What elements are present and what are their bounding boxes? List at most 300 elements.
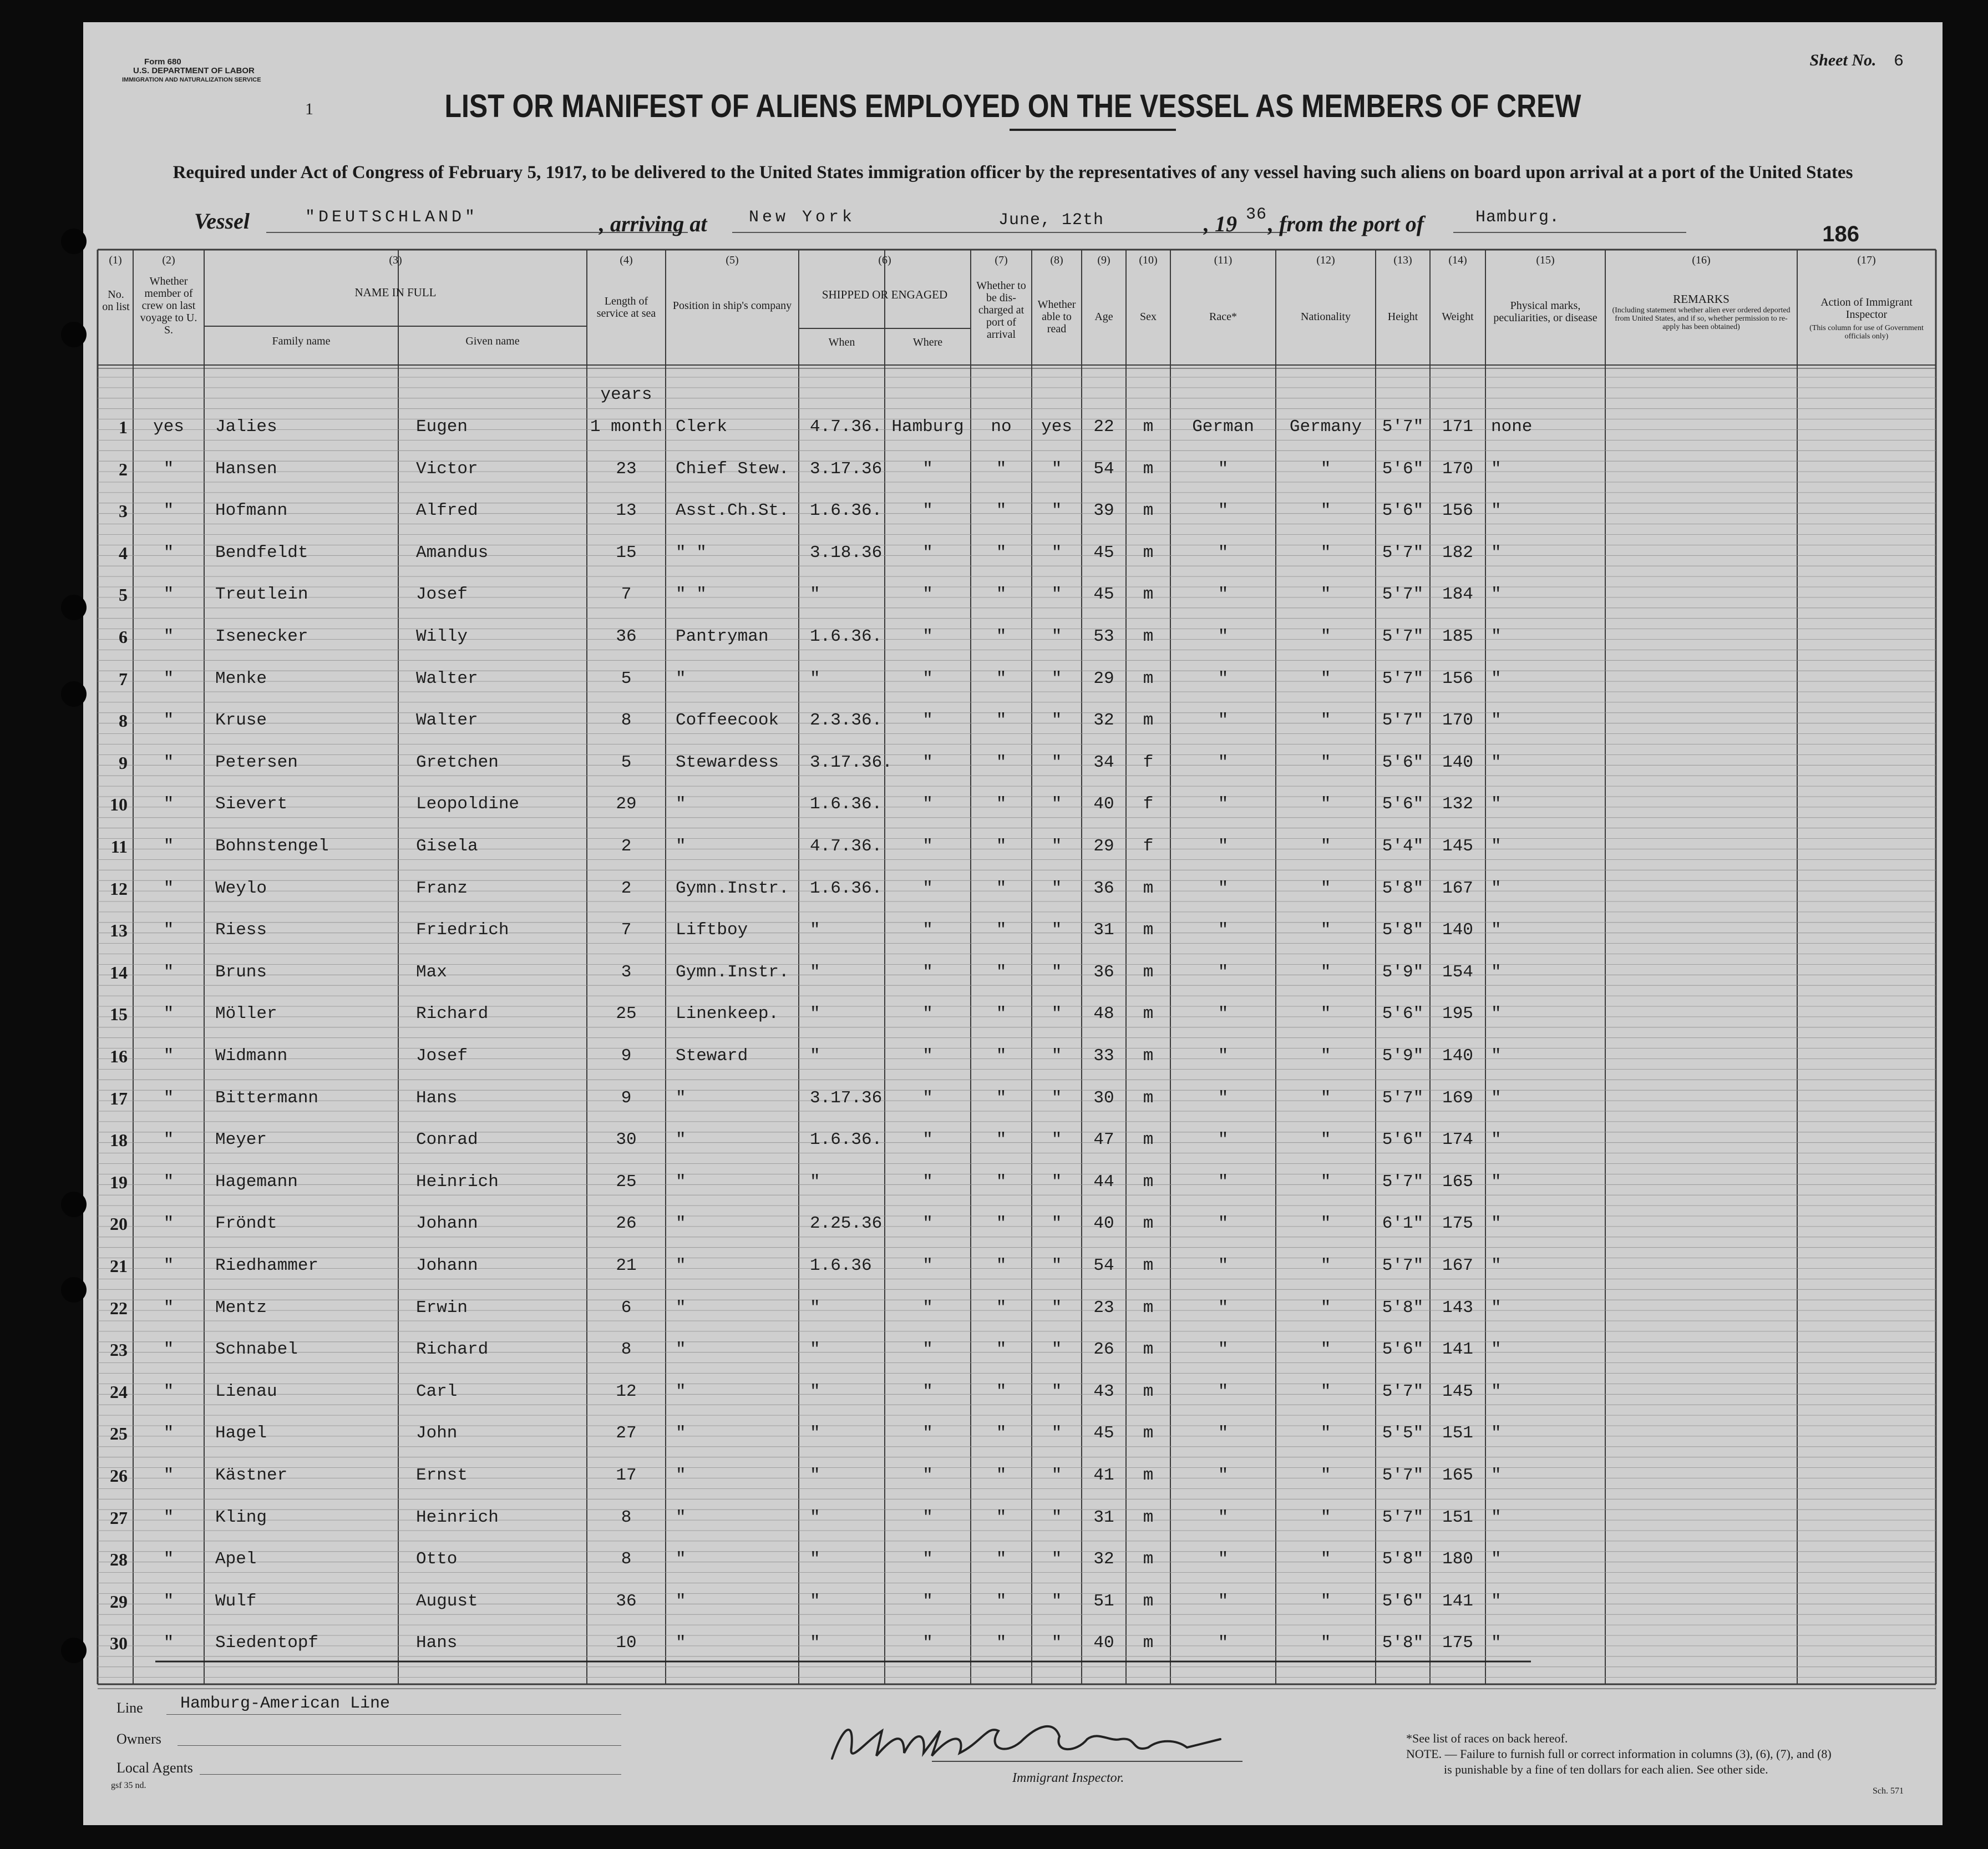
cell-read: "	[1051, 1508, 1062, 1527]
cell-sex: m	[1143, 1004, 1154, 1024]
cell-disch: "	[996, 711, 1007, 730]
cell-age: 51	[1093, 1592, 1114, 1611]
cell-marks: "	[1491, 1046, 1502, 1066]
cell-nat: "	[1320, 920, 1331, 940]
cell-service: 1 month	[590, 417, 663, 437]
inspector-caption: Immigrant Inspector.	[1012, 1771, 1124, 1785]
cell-nat: "	[1320, 1214, 1331, 1233]
cell-when: "	[810, 1633, 820, 1653]
cell-age: 31	[1093, 1508, 1114, 1527]
cell-weight: 154	[1442, 963, 1473, 982]
department-name: U.S. DEPARTMENT OF LABOR	[133, 66, 255, 75]
cell-sex: m	[1143, 711, 1154, 730]
cell-disch: "	[996, 543, 1007, 563]
agents-rule	[200, 1774, 621, 1775]
cell-given: Eugen	[416, 417, 468, 437]
cell-marks: "	[1491, 963, 1502, 982]
col-num-2: (2)	[162, 254, 175, 266]
cell-when: 1.6.36.	[810, 1130, 883, 1149]
row-number: 5	[119, 585, 128, 605]
cell-member: "	[163, 963, 174, 982]
cell-position: "	[676, 1382, 686, 1401]
cell-given: Leopoldine	[416, 794, 520, 814]
cell-race: "	[1218, 1508, 1229, 1527]
cell-service: 17	[616, 1466, 637, 1485]
manifest-sheet	[83, 22, 1943, 1825]
row-number: 2	[119, 459, 128, 479]
cell-where: "	[922, 543, 933, 563]
cell-age: 23	[1093, 1298, 1114, 1318]
row-number: 26	[110, 1466, 128, 1486]
cell-position: "	[676, 1633, 686, 1653]
cell-where: "	[922, 1340, 933, 1359]
cell-marks: "	[1491, 669, 1502, 688]
cell-given: Josef	[416, 585, 468, 604]
row-number: 21	[110, 1256, 128, 1276]
col-num-13: (13)	[1393, 254, 1412, 266]
cell-sex: m	[1143, 1256, 1154, 1275]
row-number: 28	[110, 1549, 128, 1569]
cell-position: "	[676, 794, 686, 814]
cell-position: "	[676, 1466, 686, 1485]
cell-disch: "	[996, 1424, 1007, 1443]
cell-nat: "	[1320, 669, 1331, 688]
cell-service: 12	[616, 1382, 637, 1401]
cell-where: "	[922, 1424, 933, 1443]
cell-when: 1.6.36.	[810, 627, 883, 646]
cell-sex: m	[1143, 501, 1154, 520]
col-num-16: (16)	[1692, 254, 1711, 266]
cell-height: 5'6"	[1382, 794, 1424, 814]
punch-hole	[61, 1192, 87, 1217]
cell-sex: m	[1143, 1046, 1154, 1066]
cell-family: Kling	[215, 1508, 267, 1527]
row-number: 24	[110, 1382, 128, 1402]
cell-nat: "	[1320, 1088, 1331, 1108]
cell-position: "	[676, 1172, 686, 1192]
cell-given: Hans	[416, 1088, 458, 1108]
cell-where: "	[922, 753, 933, 772]
row-number: 20	[110, 1214, 128, 1234]
cell-marks: "	[1491, 1466, 1502, 1485]
col-num-1: (1)	[109, 254, 122, 266]
manifest-number: 186	[1822, 222, 1859, 246]
cell-member: "	[163, 1633, 174, 1653]
cell-read: "	[1051, 1004, 1062, 1024]
cell-weight: 156	[1442, 669, 1473, 688]
cell-member: "	[163, 1046, 174, 1066]
cell-race: "	[1218, 753, 1229, 772]
cell-nat: "	[1320, 711, 1331, 730]
cell-member: "	[163, 669, 174, 688]
cell-age: 40	[1093, 1633, 1114, 1653]
cell-where: "	[922, 627, 933, 646]
header-when: When	[828, 336, 855, 348]
cell-service: 8	[621, 1340, 632, 1359]
cell-marks: "	[1491, 1592, 1502, 1611]
cell-member: "	[163, 1256, 174, 1275]
cell-sex: m	[1143, 879, 1154, 898]
cell-when: "	[810, 1592, 820, 1611]
cell-service: 36	[616, 627, 637, 646]
cell-read: "	[1051, 1633, 1062, 1653]
cell-marks: "	[1491, 1549, 1502, 1569]
cell-race: "	[1218, 1466, 1229, 1485]
cell-when: "	[810, 585, 820, 604]
cell-read: "	[1051, 794, 1062, 814]
cell-age: 43	[1093, 1382, 1114, 1401]
cell-given: Carl	[416, 1382, 458, 1401]
cell-marks: "	[1491, 794, 1502, 814]
cell-disch: "	[996, 627, 1007, 646]
cell-service: 25	[616, 1004, 637, 1024]
cell-where: "	[922, 879, 933, 898]
cell-height: 5'7"	[1382, 1466, 1424, 1485]
cell-nat: "	[1320, 543, 1331, 563]
cell-disch: "	[996, 1549, 1007, 1569]
cell-where: "	[922, 1046, 933, 1066]
cell-member: "	[163, 794, 174, 814]
cell-weight: 170	[1442, 459, 1473, 479]
cell-weight: 156	[1442, 501, 1473, 520]
header-no-on-list: No. on list	[102, 288, 130, 313]
cell-age: 29	[1093, 669, 1114, 688]
cell-family: Bruns	[215, 963, 267, 982]
cell-position: Gymn.Instr.	[676, 963, 789, 982]
cell-sex: f	[1143, 753, 1154, 772]
cell-weight: 151	[1442, 1508, 1473, 1527]
cell-sex: m	[1143, 669, 1154, 688]
cell-when: "	[810, 1172, 820, 1192]
cell-height: 5'6"	[1382, 1340, 1424, 1359]
cell-height: 5'7"	[1382, 1172, 1424, 1192]
cell-age: 54	[1093, 459, 1114, 479]
cell-where: "	[922, 501, 933, 520]
row-number: 19	[110, 1172, 128, 1192]
sheet-value: 6	[1893, 52, 1904, 71]
cell-member: "	[163, 1508, 174, 1527]
year-prefix: , 19	[1204, 211, 1237, 236]
cell-position: "	[676, 1256, 686, 1275]
cell-given: John	[416, 1424, 458, 1443]
cell-age: 33	[1093, 1046, 1114, 1066]
cell-member: "	[163, 459, 174, 479]
cell-race: "	[1218, 1340, 1229, 1359]
cell-race: "	[1218, 1256, 1229, 1275]
cell-member: "	[163, 1130, 174, 1149]
cell-family: Hagel	[215, 1424, 267, 1443]
cell-disch: "	[996, 1340, 1007, 1359]
cell-race: "	[1218, 1088, 1229, 1108]
cell-race: "	[1218, 1424, 1229, 1443]
cell-disch: "	[996, 1382, 1007, 1401]
cell-weight: 170	[1442, 711, 1473, 730]
cell-sex: m	[1143, 1549, 1154, 1569]
cell-read: "	[1051, 963, 1062, 982]
races-note: *See list of races on back hereof.	[1406, 1731, 1568, 1745]
cell-read: "	[1051, 1382, 1062, 1401]
cell-service: 21	[616, 1256, 637, 1275]
cell-race: "	[1218, 1046, 1229, 1066]
cell-sex: m	[1143, 1298, 1154, 1318]
cell-when: 3.18.36	[810, 543, 883, 563]
penalty-note-2: is punishable by a fine of ten dollars for each alien. See other side.	[1444, 1762, 1768, 1776]
cell-weight: 180	[1442, 1549, 1473, 1569]
cell-given: Amandus	[416, 543, 489, 563]
form-number: Form 680	[144, 57, 181, 67]
cell-height: 6'1"	[1382, 1214, 1424, 1233]
cell-given: Johann	[416, 1214, 478, 1233]
cell-age: 22	[1093, 417, 1114, 437]
cell-height: 5'7"	[1382, 585, 1424, 604]
cell-disch: "	[996, 1046, 1007, 1066]
cell-race: "	[1218, 794, 1229, 814]
cell-service: 25	[616, 1172, 637, 1192]
row-number: 9	[119, 753, 128, 773]
header-physical-marks: Physical marks, peculiarities, or disease	[1493, 300, 1598, 324]
cell-read: "	[1051, 459, 1062, 479]
cell-disch: "	[996, 1298, 1007, 1318]
row-number: 27	[110, 1508, 128, 1528]
cell-disch: "	[996, 459, 1007, 479]
cell-service: 8	[621, 1508, 632, 1527]
row-number: 14	[110, 963, 128, 982]
cell-where: "	[922, 1592, 933, 1611]
cell-weight: 184	[1442, 585, 1473, 604]
cell-position: Clerk	[676, 417, 728, 437]
cell-family: Kruse	[215, 711, 267, 730]
cell-marks: "	[1491, 1214, 1502, 1233]
cell-disch: "	[996, 1004, 1007, 1024]
cell-height: 5'8"	[1382, 920, 1424, 940]
cell-given: Ernst	[416, 1466, 468, 1485]
cell-read: "	[1051, 837, 1062, 856]
row-number: 6	[119, 627, 128, 647]
line-rule	[166, 1714, 621, 1715]
cell-age: 53	[1093, 627, 1114, 646]
cell-height: 5'9"	[1382, 963, 1424, 982]
cell-age: 30	[1093, 1088, 1114, 1108]
cell-service: 36	[616, 1592, 637, 1611]
cell-position: "	[676, 1549, 686, 1569]
cell-nat: "	[1320, 627, 1331, 646]
cell-given: Gisela	[416, 837, 478, 856]
cell-member: yes	[153, 417, 184, 437]
cell-age: 41	[1093, 1466, 1114, 1485]
cell-nat: "	[1320, 585, 1331, 604]
cell-sex: m	[1143, 1508, 1154, 1527]
cell-member: "	[163, 837, 174, 856]
cell-service: 26	[616, 1214, 637, 1233]
cell-where: "	[922, 963, 933, 982]
cell-nat: "	[1320, 1508, 1331, 1527]
cell-service: 9	[621, 1088, 632, 1108]
cell-when: 2.3.36.	[810, 711, 883, 730]
cell-race: "	[1218, 459, 1229, 479]
cell-member: "	[163, 1004, 174, 1024]
cell-when: 3.17.36	[810, 1088, 883, 1108]
cell-disch: "	[996, 1466, 1007, 1485]
cell-weight: 182	[1442, 543, 1473, 563]
cell-sex: m	[1143, 1466, 1154, 1485]
cell-where: "	[922, 1004, 933, 1024]
cell-disch: "	[996, 920, 1007, 940]
cell-sex: m	[1143, 1633, 1154, 1653]
cell-age: 29	[1093, 837, 1114, 856]
cell-family: Bendfeldt	[215, 543, 308, 563]
cell-read: "	[1051, 1214, 1062, 1233]
cell-weight: 140	[1442, 1046, 1473, 1066]
cell-given: August	[416, 1592, 478, 1611]
vessel-name: "DEUTSCHLAND"	[305, 208, 479, 227]
cell-family: Möller	[215, 1004, 277, 1024]
handwritten-mark: 1	[305, 100, 313, 118]
cell-race: "	[1218, 963, 1229, 982]
cell-read: "	[1051, 501, 1062, 520]
cell-marks: "	[1491, 1088, 1502, 1108]
cell-height: 5'6"	[1382, 753, 1424, 772]
cell-age: 31	[1093, 920, 1114, 940]
cell-member: "	[163, 920, 174, 940]
cell-given: Gretchen	[416, 753, 499, 772]
cell-where: "	[922, 1382, 933, 1401]
departure-port: Hamburg.	[1475, 208, 1560, 227]
cell-weight: 165	[1442, 1466, 1473, 1485]
row-number: 4	[119, 543, 128, 563]
header-length-service: Length of service at sea	[596, 295, 656, 320]
cell-disch: "	[996, 1256, 1007, 1275]
cell-service: 6	[621, 1298, 632, 1318]
col-num-10: (10)	[1139, 254, 1158, 266]
row-number: 10	[110, 794, 128, 814]
cell-height: 5'5"	[1382, 1424, 1424, 1443]
punch-hole	[61, 1638, 87, 1663]
cell-height: 5'7"	[1382, 627, 1424, 646]
cell-where: "	[922, 1549, 933, 1569]
header-nationality: Nationality	[1301, 311, 1351, 323]
cell-sex: f	[1143, 794, 1154, 814]
cell-given: Willy	[416, 627, 468, 646]
cell-member: "	[163, 501, 174, 520]
cell-family: Kästner	[215, 1466, 288, 1485]
cell-where: "	[922, 837, 933, 856]
cell-marks: "	[1491, 585, 1502, 604]
cell-position: "	[676, 1214, 686, 1233]
cell-weight: 167	[1442, 1256, 1473, 1275]
row-number: 7	[119, 669, 128, 689]
cell-where: "	[922, 1214, 933, 1233]
cell-weight: 174	[1442, 1130, 1473, 1149]
header-able-read: Whether able to read	[1037, 298, 1076, 335]
cell-service: 5	[621, 753, 632, 772]
cell-nat: "	[1320, 963, 1331, 982]
line-label: Line	[116, 1700, 143, 1716]
cell-weight: 145	[1442, 837, 1473, 856]
cell-given: Victor	[416, 459, 478, 479]
cell-nat: "	[1320, 837, 1331, 856]
cell-marks: none	[1491, 417, 1533, 437]
cell-sex: m	[1143, 459, 1154, 479]
owners-label: Owners	[116, 1731, 161, 1747]
header-height: Height	[1387, 311, 1418, 323]
cell-marks: "	[1491, 837, 1502, 856]
cell-height: 5'7"	[1382, 543, 1424, 563]
cell-where: "	[922, 1466, 933, 1485]
cell-service: 9	[621, 1046, 632, 1066]
cell-marks: "	[1491, 711, 1502, 730]
punch-hole	[61, 1277, 87, 1303]
cell-service: 2	[621, 837, 632, 856]
cell-race: "	[1218, 1130, 1229, 1149]
cell-when: 4.7.36.	[810, 417, 883, 437]
cell-race: "	[1218, 1382, 1229, 1401]
cell-weight: 175	[1442, 1633, 1473, 1653]
service-name: IMMIGRATION AND NATURALIZATION SERVICE	[122, 77, 261, 83]
cell-marks: "	[1491, 1256, 1502, 1275]
cell-height: 5'6"	[1382, 1004, 1424, 1024]
cell-height: 5'6"	[1382, 1592, 1424, 1611]
cell-member: "	[163, 627, 174, 646]
row-number: 17	[110, 1088, 128, 1108]
cell-position: Coffeecook	[676, 711, 779, 730]
cell-marks: "	[1491, 1633, 1502, 1653]
cell-weight: 141	[1442, 1340, 1473, 1359]
cell-marks: "	[1491, 1130, 1502, 1149]
cell-where: "	[922, 1256, 933, 1275]
cell-height: 5'8"	[1382, 1549, 1424, 1569]
cell-marks: "	[1491, 459, 1502, 479]
cell-nat: Germany	[1289, 417, 1362, 437]
cell-nat: "	[1320, 1340, 1331, 1359]
cell-service: 15	[616, 543, 637, 563]
cell-family: Wulf	[215, 1592, 257, 1611]
cell-service: 2	[621, 879, 632, 898]
cell-weight: 140	[1442, 920, 1473, 940]
cell-race: "	[1218, 501, 1229, 520]
cell-disch: "	[996, 1592, 1007, 1611]
cell-where: "	[922, 1633, 933, 1653]
cell-given: Josef	[416, 1046, 468, 1066]
cell-when: 1.6.36.	[810, 501, 883, 520]
col-num-14: (14)	[1448, 254, 1467, 266]
owners-rule	[178, 1745, 621, 1746]
cell-height: 5'4"	[1382, 837, 1424, 856]
sheet-label: Sheet No.	[1809, 51, 1877, 69]
cell-age: 32	[1093, 711, 1114, 730]
page-title: LIST OR MANIFEST OF ALIENS EMPLOYED ON THE VESSEL AS MEMBERS OF CREW	[444, 88, 1581, 124]
cell-member: "	[163, 1340, 174, 1359]
cell-height: 5'8"	[1382, 879, 1424, 898]
cell-sex: m	[1143, 627, 1154, 646]
header-discharged: Whether to be dis-charged at port of arrival	[976, 280, 1026, 341]
cell-nat: "	[1320, 1592, 1331, 1611]
cell-disch: "	[996, 794, 1007, 814]
cell-race: "	[1218, 585, 1229, 604]
cell-weight: 151	[1442, 1424, 1473, 1443]
cell-sex: m	[1143, 1172, 1154, 1192]
cell-age: 48	[1093, 1004, 1114, 1024]
col-num-11: (11)	[1214, 254, 1233, 266]
cell-sex: f	[1143, 837, 1154, 856]
header-shipped-engaged: SHIPPED OR ENGAGED	[821, 288, 948, 301]
cell-read: "	[1051, 585, 1062, 604]
cell-service: 13	[616, 501, 637, 520]
cell-nat: "	[1320, 794, 1331, 814]
cell-marks: "	[1491, 879, 1502, 898]
arrival-date: June, 12th	[998, 211, 1104, 230]
cell-position: Linenkeep.	[676, 1004, 779, 1024]
cell-when: 3.17.36.	[810, 753, 892, 772]
